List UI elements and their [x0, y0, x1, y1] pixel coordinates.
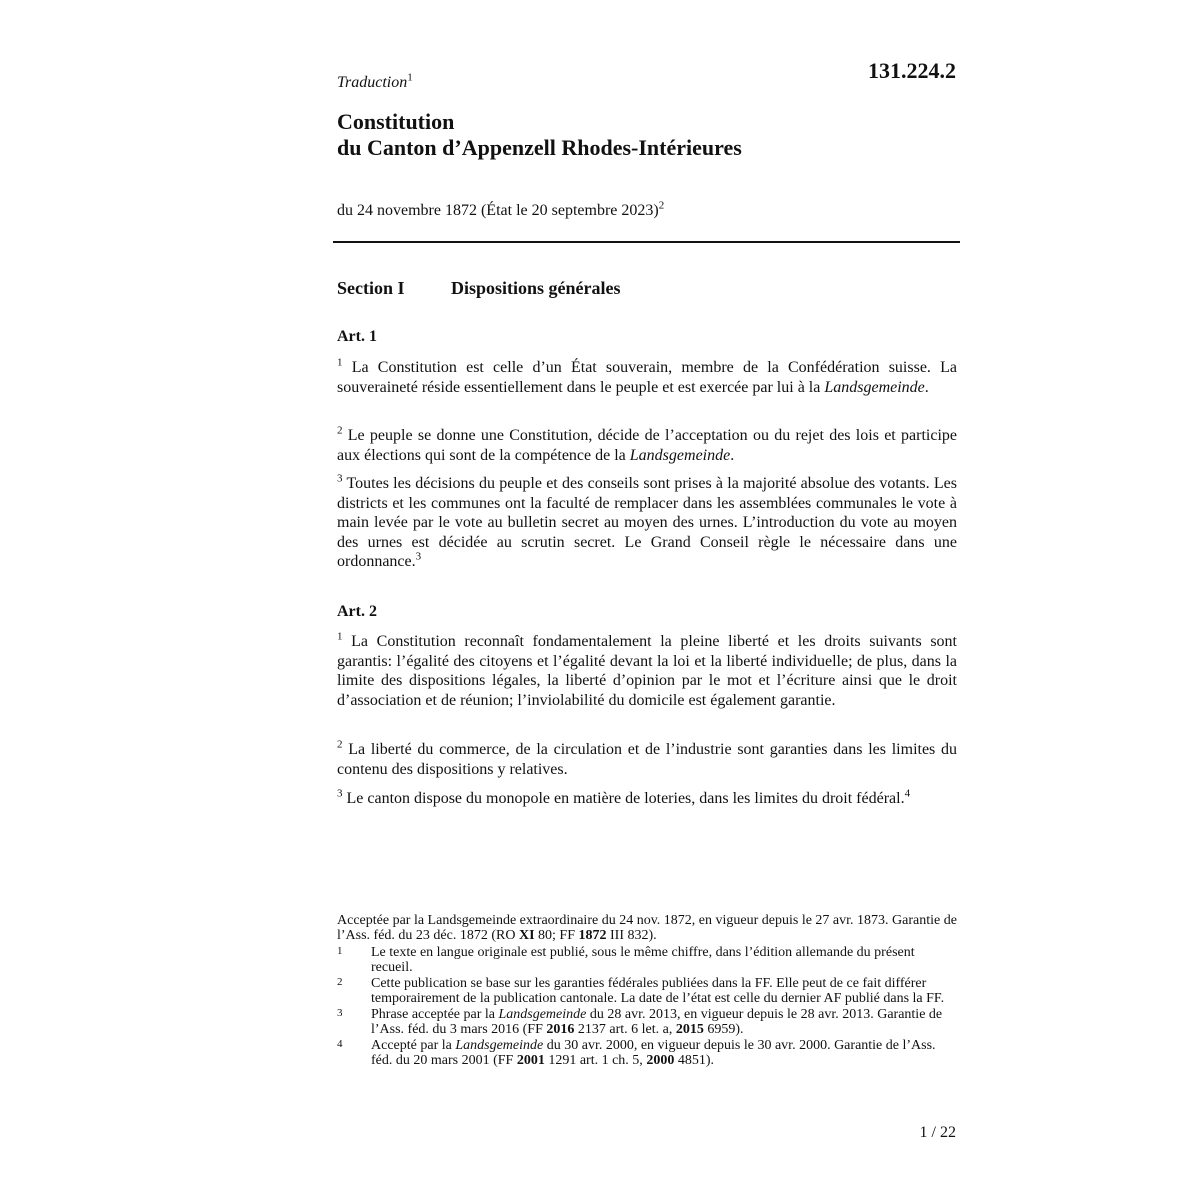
section-label: Section I: [337, 278, 405, 298]
date-line: [337, 199, 665, 220]
footnote-ref[interactable]: 4: [904, 787, 911, 800]
footnote-number: 3: [337, 1007, 343, 1019]
footnote-item: [337, 977, 957, 1006]
footnote-text: Le texte en langue originale est publié, sous le même chiffre, dans l’édition allemande du présent recueil.: [371, 945, 915, 975]
section-heading: [337, 278, 621, 299]
paragraph: [337, 740, 957, 779]
paragraph-text: La liberté du commerce, de la circulation et de l’industrie sont garanties dans les limites du contenu des dispositions y relatives.: [337, 741, 958, 778]
document-title: [337, 109, 742, 161]
paragraph-number: 2: [337, 738, 343, 751]
footnote-text: 80; FF: [538, 927, 576, 943]
footnote-text: 6959).: [707, 1021, 744, 1037]
paragraph: [337, 789, 957, 809]
paragraph-number: 1: [337, 630, 343, 643]
footnote-italic: Landsgemeinde: [455, 1038, 544, 1053]
footnote-ref[interactable]: 1: [407, 71, 413, 84]
footnote-italic: Landsgemeinde: [498, 1007, 587, 1022]
paragraph-number: 2: [337, 424, 343, 437]
translation-text: Traduction: [337, 74, 408, 91]
footnote-bold: 2000: [646, 1052, 675, 1068]
footnote-text: 4851).: [677, 1052, 714, 1068]
header-divider: [333, 241, 960, 243]
paragraph-italic: Landsgemeinde: [629, 446, 731, 464]
paragraph-text: Le peuple se donne une Constitution, décide de l’acceptation ou du rejet des lois et participe aux élections qui sont de la compétence de la: [337, 427, 958, 464]
date-text: du 24 novembre 1872 (État le 20 septembre 2023): [337, 202, 659, 219]
title-line-2: du Canton d’Appenzell Rhodes-Intérieures: [337, 135, 742, 160]
footnote-intro: [337, 914, 957, 943]
footnotes: [337, 914, 957, 1070]
footnote-ref[interactable]: 3: [415, 550, 422, 563]
paragraph-number: 1: [337, 356, 343, 369]
footnote-number: 4: [337, 1038, 343, 1050]
title-line-1: Constitution: [337, 109, 455, 134]
paragraph: [337, 632, 957, 710]
paragraph: [337, 358, 957, 397]
paragraph-text: La Constitution reconnaît fondamentalement la pleine liberté et les droits suivants sont garantis: l’égalité des citoyens et l’égalité devant la loi et la liberté individuelle; de plus, dans la limite des dispositions légales, la liberté d’opinion par le mot et l’écriture ainsi que le droit d’association et de réunion; l’inviolabilité du domicile est également garantie.: [337, 633, 958, 709]
footnote-text: du 30 avr. 2000, en vigueur depuis le 30 avr. 2000. Garantie de l’Ass. féd. du 20 mars 2001 (FF: [371, 1038, 936, 1068]
footnote-item: [337, 946, 957, 975]
translation-label: [337, 71, 413, 92]
paragraph-end: .: [924, 378, 929, 396]
footnote-item: [337, 1008, 957, 1037]
paragraph: [337, 474, 957, 572]
footnote-text: Acceptée par la Landsgemeinde extraordinaire du 24 nov. 1872, en vigueur depuis le 27 avr. 1873. Garantie de l’Ass. féd. du 23 déc. 1872 (RO: [337, 913, 957, 943]
paragraph-number: 3: [337, 787, 343, 800]
footnote-bold: XI: [518, 927, 535, 943]
footnote-number: 2: [337, 976, 343, 988]
footnote-text: Cette publication se base sur les garanties fédérales publiées dans la FF. Elle peut de ce fait différer temporairement de la publication cantonale. La date de l’état est celle du dernier AF publié dans la FF.: [371, 976, 945, 1006]
footnote-item: [337, 1039, 957, 1068]
footnote-number: 1: [337, 945, 343, 957]
page-number: 1 / 22: [919, 1124, 956, 1141]
document-number: 131.224.2: [868, 58, 956, 83]
footnote-text: 1291 art. 1 ch. 5,: [548, 1052, 643, 1068]
paragraph-number: 3: [337, 472, 343, 485]
footnote-bold: 2015: [675, 1021, 704, 1037]
paragraph-text: Toutes les décisions du peuple et des conseils sont prises à la majorité absolue des votants. Les districts et les communes ont la faculté de remplacer dans les assemblées communales le vote à main levée par le vote au bulletin secret au moyen des urnes. L’introduction du vote au moyen des urnes est décidée au scrutin secret. Le Grand Conseil règle le nécessaire dans une ordonnance.: [337, 475, 957, 570]
footnote-ref[interactable]: 2: [658, 199, 665, 212]
article-heading: Art. 1: [337, 328, 377, 345]
footnote-text: 2137 art. 6 let. a,: [577, 1021, 673, 1037]
footnote-text: III 832).: [610, 927, 657, 943]
paragraph-end: .: [730, 446, 735, 464]
paragraph-text: Le canton dispose du monopole en matière de loteries, dans les limites du droit fédéral.: [346, 790, 905, 807]
footnote-bold: 2016: [546, 1021, 575, 1037]
section-title: Dispositions générales: [451, 278, 621, 298]
footnote-text: du 28 avr. 2013, en vigueur depuis le 28 avr. 2013. Garantie de l’Ass. féd. du 3 mars 2016 (FF: [371, 1007, 943, 1037]
article-heading: Art. 2: [337, 603, 377, 620]
footnote-bold: 2001: [516, 1052, 545, 1068]
paragraph-italic: Landsgemeinde: [824, 378, 925, 396]
footnote-text: Accepté par la: [371, 1038, 452, 1053]
footnote-text: Phrase acceptée par la: [371, 1007, 495, 1022]
paragraph: [337, 426, 957, 465]
paragraph-text: La Constitution est celle d’un État souverain, membre de la Confédération suisse. La souveraineté réside essentiellement dans le peuple et est exercée par lui à la: [337, 359, 958, 396]
footnote-bold: 1872: [578, 927, 607, 943]
